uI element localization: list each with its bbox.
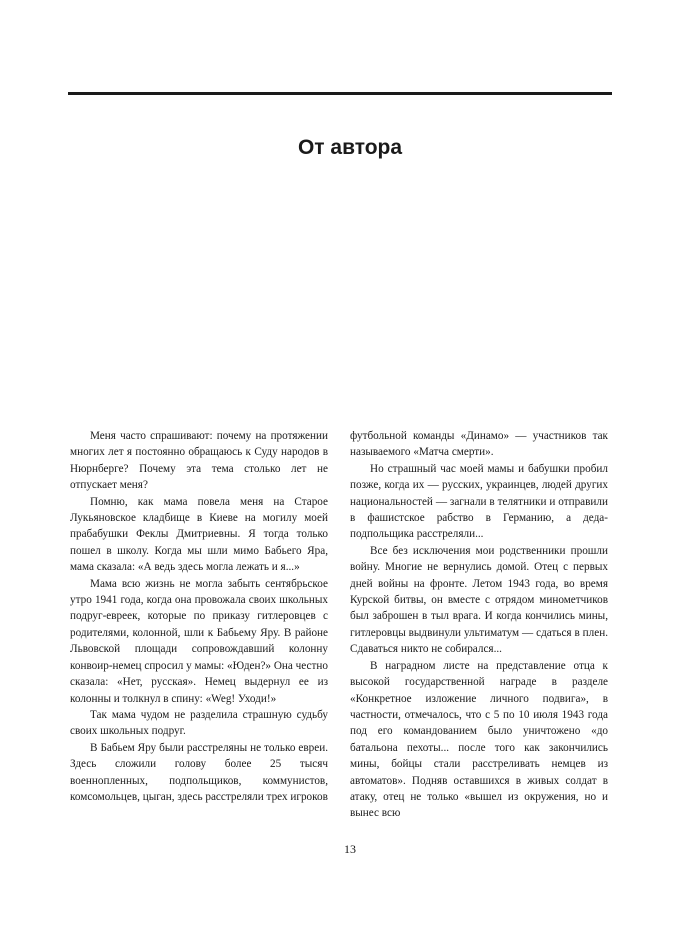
left-column	[70, 428, 328, 805]
paragraph: Но страшный час моей мамы и бабушки пробил позже, когда их — русских, украинцев, людей других национальностей — загнали в телятники и отправили в фашистское рабство в Германию, а деда-подпольщика расстреляли...	[350, 462, 608, 541]
paragraph: Меня часто спрашивают: почему на протяжении многих лет я постоянно обращаюсь к Суду народов в Нюрнберге? Почему эта тема столько лет не отпускает меня?	[70, 430, 328, 492]
header-rule	[68, 92, 612, 95]
page-number: 13	[344, 842, 356, 856]
paragraph-continuation: футбольной команды «Динамо» — участников так называемого «Матча смерти».	[350, 430, 608, 459]
paragraph: В наградном листе на представление отца к высокой государственной награде в разделе «Конкретное изложение личного подвига», в частности, отмечалось, что с 5 по 10 июля 1943 года под его командованием было уничтожено «до батальона пехоты... после того как закончились мины, бойцы стали расстреливать немцев из автоматов». Подняв оставшихся в живых солдат в атаку, отец не только «вышел из окружения, но и вынес всю	[350, 659, 608, 820]
paragraph: Мама всю жизнь не могла забыть сентябрьское утро 1941 года, когда она провожала своих школьных подруг-евреек, которые по приказу гитлеровцев с родителями, колонной, шли к Бабьему Яру. В районе Львовской площади сопровождавший колонну конвоир-немец спросил у мамы: «Юден?» Она честно сказала: «Нет, русская». Немец выдернул ее из колонны и толкнул в спину: «Weg! Уходи!»	[70, 577, 328, 705]
paragraph: В Бабьем Яру были расстреляны не только евреи. Здесь сложили голову более 25 тысяч военнопленных, подпольщиков, коммунистов, комсомольцев, цыган, здесь расстреляли трех игроков	[70, 741, 328, 803]
right-column	[350, 428, 608, 822]
chapter-title: От автора	[297, 136, 403, 159]
paragraph: Так мама чудом не разделила страшную судьбу своих школьных подруг.	[70, 708, 328, 738]
paragraph: Помню, как мама повела меня на Старое Лукьяновское кладбище в Киеве на могилу моей прабабушки Феклы Дмитриевны. Я тогда только пошел в школу. Когда мы шли мимо Бабьего Яра, мама сказала: «А ведь здесь могла лежать и я...»	[70, 495, 328, 574]
paragraph: Все без исключения мои родственники прошли войну. Многие не вернулись домой. Отец с первых дней войны на фронте. Летом 1943 года, во время Курской битвы, он вместе с отрядом минометчиков был заброшен в тыл врага. И когда кончились мины, гитлеровцы выдвинули ультиматум — сдаться в плен. Сдаваться никто не собирался...	[350, 544, 608, 656]
